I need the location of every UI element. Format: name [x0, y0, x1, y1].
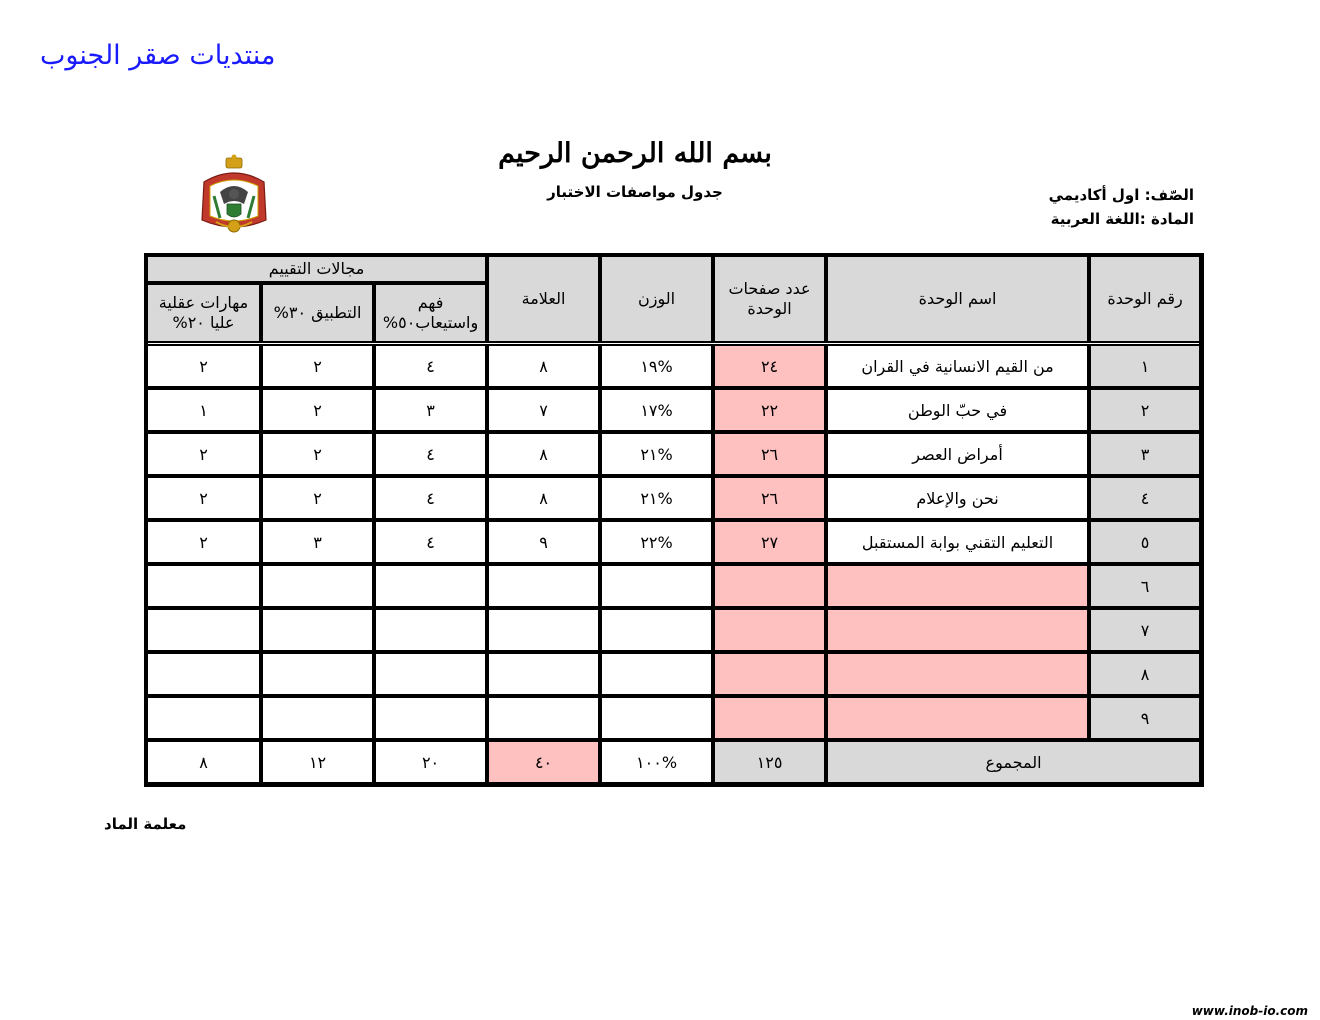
pages-cell: [713, 652, 826, 696]
application-cell: [261, 652, 374, 696]
grade-label: الصّف: اول أكاديمي: [1048, 186, 1194, 204]
header-higher-skills: مهارات عقلية عليا ٢٠%: [146, 283, 261, 343]
total-application-cell: ١٢: [261, 740, 374, 784]
unit-number-cell: ٨: [1089, 652, 1201, 696]
application-cell: [261, 608, 374, 652]
unit-number-cell: ٦: [1089, 564, 1201, 608]
unit-number-cell: ٥: [1089, 520, 1201, 564]
table-row: [146, 564, 1201, 608]
weight-cell: %١٩: [600, 344, 713, 388]
comprehension-cell: ٤: [374, 344, 487, 388]
weight-cell: %٢٢: [600, 520, 713, 564]
unit-number-cell: ١: [1089, 344, 1201, 388]
weight-cell: %١٧: [600, 388, 713, 432]
mark-cell: ٩: [487, 520, 600, 564]
comprehension-cell: ٣: [374, 388, 487, 432]
mark-cell: ٧: [487, 388, 600, 432]
total-weight-cell: %١٠٠: [600, 740, 713, 784]
weight-cell: %٢١: [600, 476, 713, 520]
weight-cell: %٢١: [600, 432, 713, 476]
unit-name-cell: [826, 608, 1089, 652]
mark-cell: [487, 564, 600, 608]
total-label: المجموع: [826, 740, 1201, 784]
pages-cell: [713, 696, 826, 740]
unit-name-cell: نحن والإعلام: [826, 476, 1089, 520]
pages-cell: ٢٧: [713, 520, 826, 564]
table-row: [146, 520, 1201, 564]
table-row: [146, 388, 1201, 432]
unit-name-cell: التعليم التقني بوابة المستقبل: [826, 520, 1089, 564]
pages-cell: ٢٢: [713, 388, 826, 432]
higher-skills-cell: ٢: [146, 520, 261, 564]
header-weight: الوزن: [600, 255, 713, 343]
mark-cell: [487, 652, 600, 696]
application-cell: ٢: [261, 388, 374, 432]
application-cell: ٢: [261, 476, 374, 520]
comprehension-cell: [374, 564, 487, 608]
table-row: [146, 432, 1201, 476]
weight-cell: [600, 696, 713, 740]
table-row: [146, 608, 1201, 652]
header-mark: العلامة: [487, 255, 600, 343]
unit-number-cell: ٣: [1089, 432, 1201, 476]
mark-cell: ٨: [487, 476, 600, 520]
unit-name-cell: [826, 696, 1089, 740]
table-row: [146, 696, 1201, 740]
header-application: التطبيق ٣٠%: [261, 283, 374, 343]
unit-number-cell: ٤: [1089, 476, 1201, 520]
teacher-signature-label: معلمة الماد: [104, 815, 187, 833]
mark-cell: [487, 608, 600, 652]
comprehension-cell: [374, 652, 487, 696]
unit-name-cell: في حبّ الوطن: [826, 388, 1089, 432]
header-unit-name: اسم الوحدة: [826, 255, 1089, 343]
weight-cell: [600, 564, 713, 608]
pages-cell: [713, 608, 826, 652]
mark-cell: ٨: [487, 344, 600, 388]
higher-skills-cell: [146, 696, 261, 740]
higher-skills-cell: [146, 564, 261, 608]
pages-cell: ٢٦: [713, 432, 826, 476]
higher-skills-cell: ٢: [146, 432, 261, 476]
header-pages: عدد صفحات الوحدة: [713, 255, 826, 343]
comprehension-cell: [374, 608, 487, 652]
comprehension-cell: ٤: [374, 476, 487, 520]
higher-skills-cell: ٢: [146, 476, 261, 520]
application-cell: [261, 696, 374, 740]
website-footer: www.inob-io.com: [1191, 1004, 1308, 1018]
higher-skills-cell: ٢: [146, 344, 261, 388]
forum-title: منتديات صقر الجنوب: [40, 40, 276, 71]
total-higher-skills-cell: ٨: [146, 740, 261, 784]
comprehension-cell: ٤: [374, 520, 487, 564]
basmala: بسم الله الرحمن الرحيم: [498, 138, 772, 169]
higher-skills-cell: [146, 652, 261, 696]
unit-number-cell: ٩: [1089, 696, 1201, 740]
unit-number-cell: ٧: [1089, 608, 1201, 652]
comprehension-cell: [374, 696, 487, 740]
application-cell: ٢: [261, 344, 374, 388]
weight-cell: [600, 608, 713, 652]
header-unit-number: رقم الوحدة: [1089, 255, 1201, 343]
unit-name-cell: [826, 652, 1089, 696]
table-row: [146, 476, 1201, 520]
unit-name-cell: [826, 564, 1089, 608]
total-comprehension-cell: ٢٠: [374, 740, 487, 784]
unit-name-cell: أمراض العصر: [826, 432, 1089, 476]
header-comprehension: فهم واستيعاب٥٠%: [374, 283, 487, 343]
table-row: [146, 652, 1201, 696]
total-mark-cell: ٤٠: [487, 740, 600, 784]
weight-cell: [600, 652, 713, 696]
higher-skills-cell: ١: [146, 388, 261, 432]
document-meta: [1049, 183, 1194, 231]
pages-cell: [713, 564, 826, 608]
comprehension-cell: ٤: [374, 432, 487, 476]
subject-label: المادة :اللغة العربية: [1050, 210, 1194, 228]
jordan-coat-of-arms-icon: [196, 152, 272, 238]
pages-cell: ٢٦: [713, 476, 826, 520]
total-row: [146, 740, 1201, 784]
table-row: [146, 344, 1201, 388]
total-pages-cell: ١٢٥: [713, 740, 826, 784]
application-cell: ٢: [261, 432, 374, 476]
unit-number-cell: ٢: [1089, 388, 1201, 432]
spec-title: جدول مواصفات الاختبار: [547, 183, 723, 201]
mark-cell: [487, 696, 600, 740]
application-cell: ٣: [261, 520, 374, 564]
application-cell: [261, 564, 374, 608]
header-assessment-domains: مجالات التقييم: [146, 255, 487, 283]
higher-skills-cell: [146, 608, 261, 652]
pages-cell: ٢٤: [713, 344, 826, 388]
test-specification-table: [144, 253, 1204, 787]
unit-name-cell: من القيم الانسانية في القران: [826, 344, 1089, 388]
mark-cell: ٨: [487, 432, 600, 476]
